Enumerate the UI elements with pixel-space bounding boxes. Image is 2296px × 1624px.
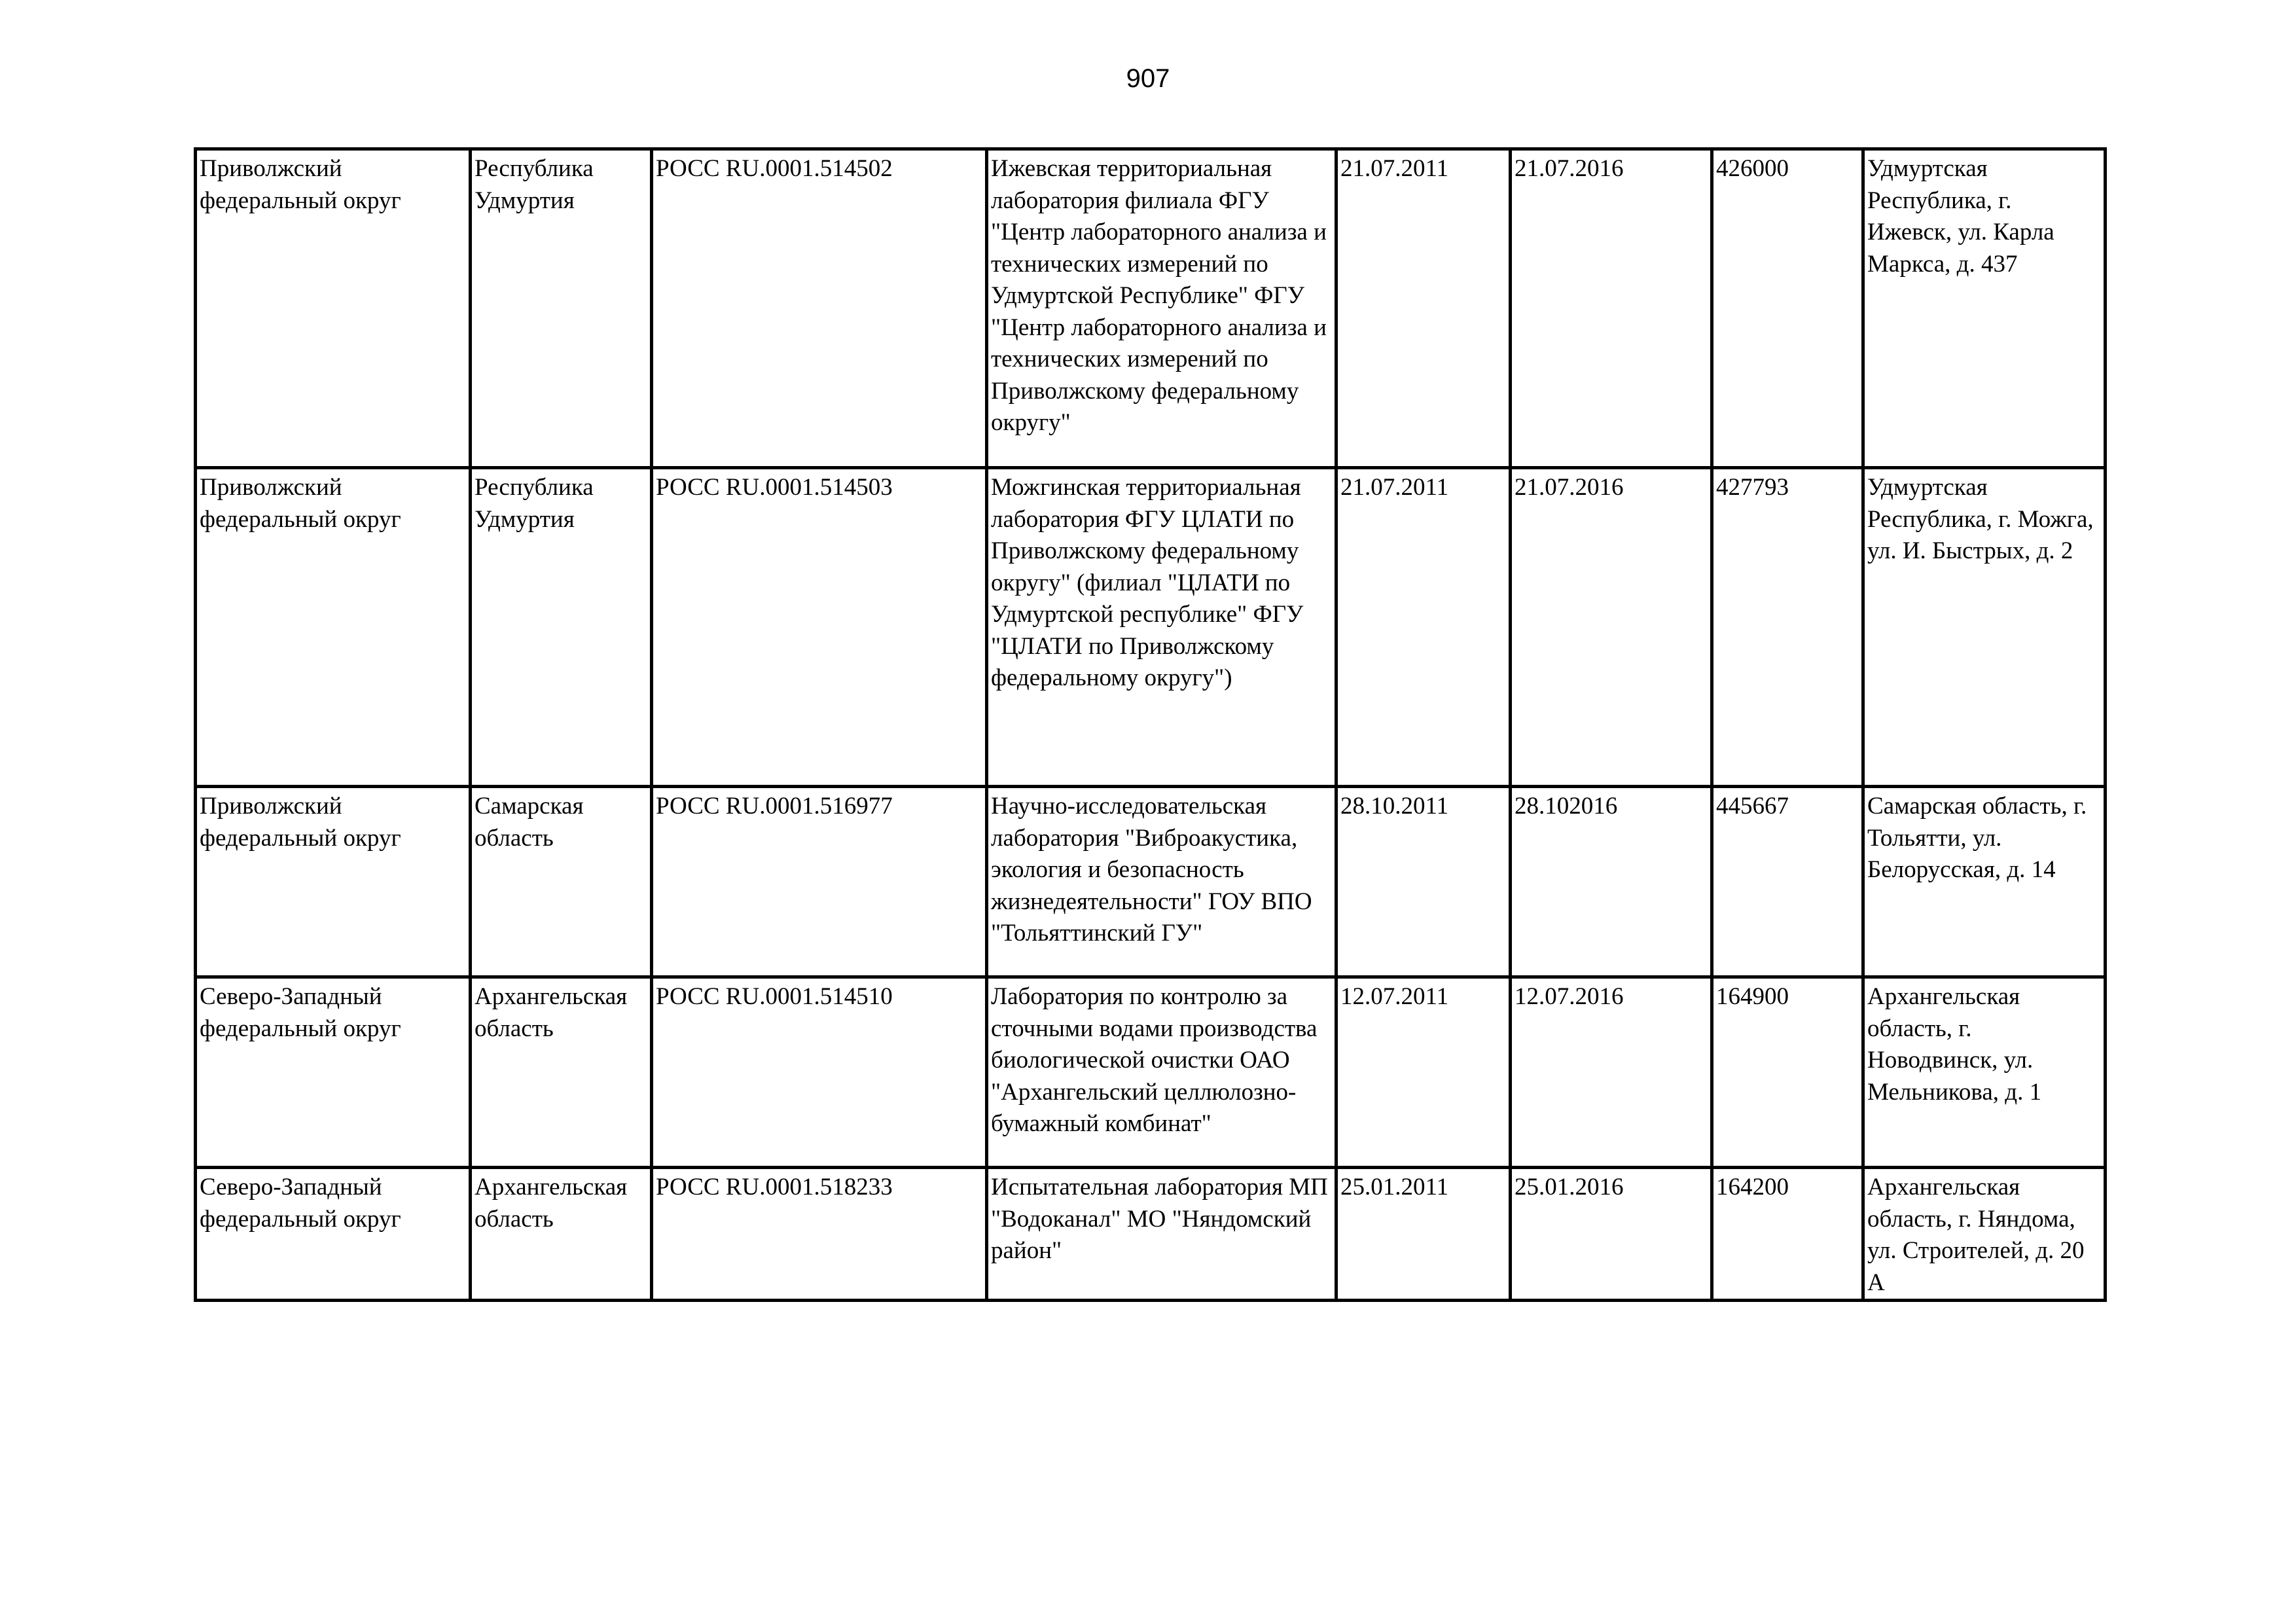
region-cell: Самарская область — [471, 787, 652, 977]
region-cell: Архангельская область — [471, 1168, 652, 1301]
date-to-cell: 28.102016 — [1511, 787, 1712, 977]
address-cell: Удмуртская Республика, г. Ижевск, ул. Карла Маркса, д. 437 — [1863, 149, 2106, 468]
postal-code-cell: 164200 — [1712, 1168, 1863, 1301]
laboratory-name-cell: Можгинская территориальная лаборатория ФГУ ЦЛАТИ по Приволжскому федеральному округу" (филиал "ЦЛАТИ по Удмуртской республике" ФГУ "ЦЛАТИ по Приволжскому федеральному округу") — [987, 468, 1336, 787]
certificate-number-cell: РОСС RU.0001.514502 — [652, 149, 987, 468]
laboratory-name-cell: Ижевская территориальная лаборатория филиала ФГУ "Центр лабораторного анализа и технических измерений по Удмуртской Республике" ФГУ "Центр лабораторного анализа и технических измерений по Приволжскому федеральному округу" — [987, 149, 1336, 468]
table-row — [196, 787, 2106, 977]
district-cell: Приволжский федеральный округ — [196, 149, 471, 468]
page-number: 907 — [1126, 64, 1170, 93]
district-cell: Северо-Западный федеральный округ — [196, 977, 471, 1168]
laboratory-registry-table — [194, 147, 2107, 1302]
address-cell: Самарская область, г. Тольятти, ул. Белорусская, д. 14 — [1863, 787, 2106, 977]
date-to-cell: 21.07.2016 — [1511, 468, 1712, 787]
district-cell: Северо-Западный федеральный округ — [196, 1168, 471, 1301]
laboratory-name-cell: Научно-исследовательская лаборатория "Виброакустика, экология и безопасность жизнедеятельности" ГОУ ВПО "Тольяттинский ГУ" — [987, 787, 1336, 977]
table-row — [196, 149, 2106, 468]
district-cell: Приволжский федеральный округ — [196, 787, 471, 977]
certificate-number-cell: РОСС RU.0001.518233 — [652, 1168, 987, 1301]
date-to-cell: 12.07.2016 — [1511, 977, 1712, 1168]
district-cell: Приволжский федеральный округ — [196, 468, 471, 787]
postal-code-cell: 445667 — [1712, 787, 1863, 977]
region-cell: Республика Удмуртия — [471, 468, 652, 787]
date-from-cell: 25.01.2011 — [1336, 1168, 1511, 1301]
laboratory-name-cell: Лаборатория по контролю за сточными водами производства биологической очистки ОАО "Архангельский целлюлозно-бумажный комбинат" — [987, 977, 1336, 1168]
date-from-cell: 12.07.2011 — [1336, 977, 1511, 1168]
postal-code-cell: 164900 — [1712, 977, 1863, 1168]
region-cell: Архангельская область — [471, 977, 652, 1168]
table-row — [196, 977, 2106, 1168]
certificate-number-cell: РОСС RU.0001.514503 — [652, 468, 987, 787]
address-cell: Архангельская область, г. Няндома, ул. Строителей, д. 20 А — [1863, 1168, 2106, 1301]
laboratory-name-cell: Испытательная лаборатория МП "Водоканал" МО "Няндомский район" — [987, 1168, 1336, 1301]
table-row — [196, 1168, 2106, 1301]
date-from-cell: 21.07.2011 — [1336, 468, 1511, 787]
date-to-cell: 21.07.2016 — [1511, 149, 1712, 468]
certificate-number-cell: РОСС RU.0001.514510 — [652, 977, 987, 1168]
postal-code-cell: 426000 — [1712, 149, 1863, 468]
date-to-cell: 25.01.2016 — [1511, 1168, 1712, 1301]
certificate-number-cell: РОСС RU.0001.516977 — [652, 787, 987, 977]
date-from-cell: 21.07.2011 — [1336, 149, 1511, 468]
region-cell: Республика Удмуртия — [471, 149, 652, 468]
address-cell: Удмуртская Республика, г. Можга, ул. И. Быстрых, д. 2 — [1863, 468, 2106, 787]
date-from-cell: 28.10.2011 — [1336, 787, 1511, 977]
postal-code-cell: 427793 — [1712, 468, 1863, 787]
address-cell: Архангельская область, г. Новодвинск, ул. Мельникова, д. 1 — [1863, 977, 2106, 1168]
table-row — [196, 468, 2106, 787]
